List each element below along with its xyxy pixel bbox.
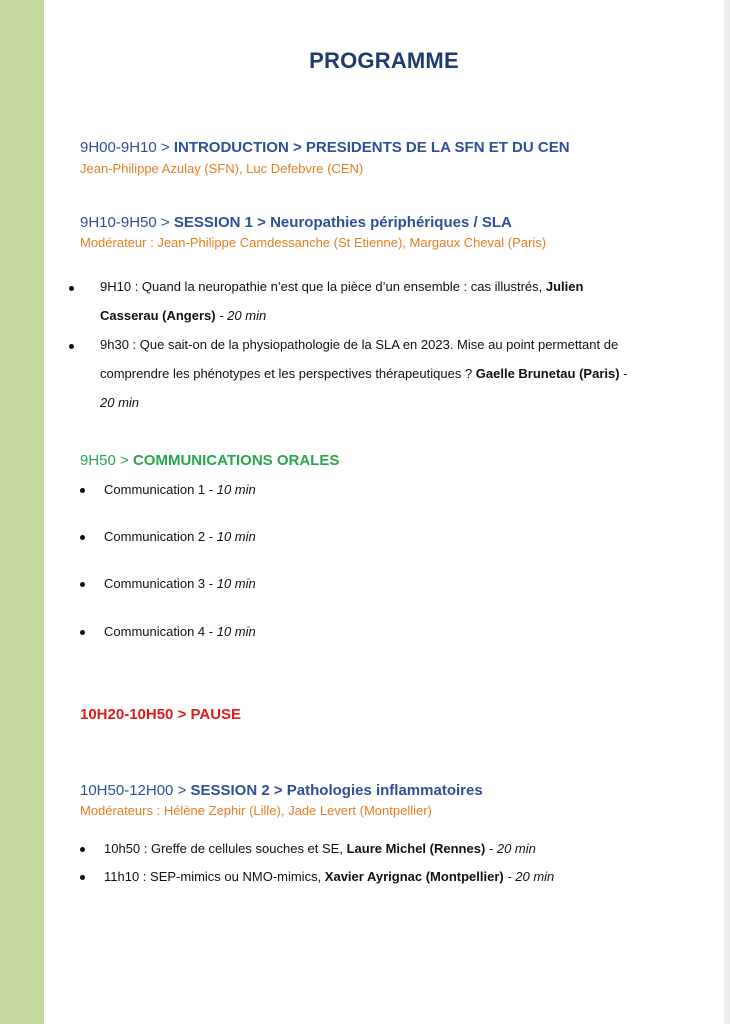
bullet — [80, 582, 85, 587]
session2-talk — [104, 869, 554, 884]
page-edge — [724, 0, 730, 1024]
session1-talk2-line1: 9h30 : Que sait-on de la physiopathologie de la SLA en 2023. Mise au point permettant de — [100, 337, 619, 352]
intro-heading — [80, 139, 570, 156]
bullet — [80, 630, 85, 635]
session1-heading — [80, 214, 512, 231]
communications-heading — [80, 452, 339, 469]
page-title: PROGRAMME — [309, 48, 459, 73]
session1-time: 9H10-9H50 > — [80, 214, 174, 231]
talk-title: 11h10 : SEP-mimics ou NMO-mimics, — [104, 869, 325, 884]
communications-time: 9H50 > — [80, 452, 133, 469]
talk-speaker: Xavier Ayrignac (Montpellier) — [324, 869, 504, 884]
left-green-margin — [0, 0, 44, 1024]
talk-speaker: Julien — [545, 279, 584, 294]
intro-time: 9H00-9H10 > — [80, 139, 174, 156]
bullet — [69, 344, 74, 349]
communication-duration: 10 min — [216, 529, 256, 544]
session1-moderator: Modérateur : Jean-Philippe Camdessanche (St Etienne), Margaux Cheval (Paris) — [80, 235, 547, 250]
session1-talk2-line3 — [100, 395, 139, 410]
communication-label: Communication 3 - — [104, 576, 217, 591]
bullet — [80, 488, 85, 493]
communication-label: Communication 1 - — [104, 482, 217, 497]
talk-title: comprendre les phénotypes et les perspectives thérapeutiques ? — [100, 366, 476, 381]
intro-title: INTRODUCTION > PRESIDENTS DE LA SFN ET DU CEN — [173, 139, 570, 156]
communications-title: COMMUNICATIONS ORALES — [132, 452, 340, 469]
communication-duration: 10 min — [216, 482, 256, 497]
communication-item — [104, 529, 256, 544]
talk-duration: - 20 min — [485, 841, 536, 856]
communication-duration: 10 min — [216, 576, 256, 591]
communication-item — [104, 576, 256, 591]
talk-duration: - 20 min — [215, 308, 267, 323]
bullet — [80, 875, 85, 880]
session2-talk — [104, 841, 536, 856]
session2-heading — [80, 782, 483, 799]
session1-talk2-line2 — [100, 366, 628, 381]
session2-moderator: Modérateurs : Hélène Zephir (Lille), Jade Levert (Montpellier) — [80, 803, 432, 818]
session2-title: SESSION 2 > Pathologies inflammatoires — [190, 782, 483, 799]
communication-label: Communication 4 - — [104, 624, 217, 639]
bullet — [80, 847, 85, 852]
communication-item — [104, 482, 256, 497]
intro-people: Jean-Philippe Azulay (SFN), Luc Defebvre (CEN) — [80, 161, 364, 176]
session2-time: 10H50-12H00 > — [80, 782, 191, 799]
session1-talk1-line1 — [100, 279, 583, 294]
talk-title: 9H10 : Quand la neuropathie n’est que la pièce d’un ensemble : cas illustrés, — [100, 279, 546, 294]
talk-duration: - 20 min — [503, 869, 555, 884]
session1-talk1-line2 — [100, 308, 266, 323]
talk-dash: - — [619, 366, 628, 381]
communication-duration: 10 min — [216, 624, 256, 639]
pause-heading: 10H20-10H50 > PAUSE — [80, 706, 242, 723]
talk-title: 10h50 : Greffe de cellules souches et SE, — [104, 841, 347, 856]
bullet — [80, 535, 85, 540]
talk-speaker: Gaelle Brunetau (Paris) — [475, 366, 620, 381]
communication-item — [104, 624, 256, 639]
session1-title: SESSION 1 > Neuropathies périphériques / SLA — [173, 214, 512, 231]
talk-duration: 20 min — [100, 395, 140, 410]
communication-label: Communication 2 - — [104, 529, 217, 544]
bullet — [69, 286, 74, 291]
talk-speaker: Laure Michel (Rennes) — [346, 841, 486, 856]
talk-speaker: Casserau (Angers) — [100, 308, 216, 323]
